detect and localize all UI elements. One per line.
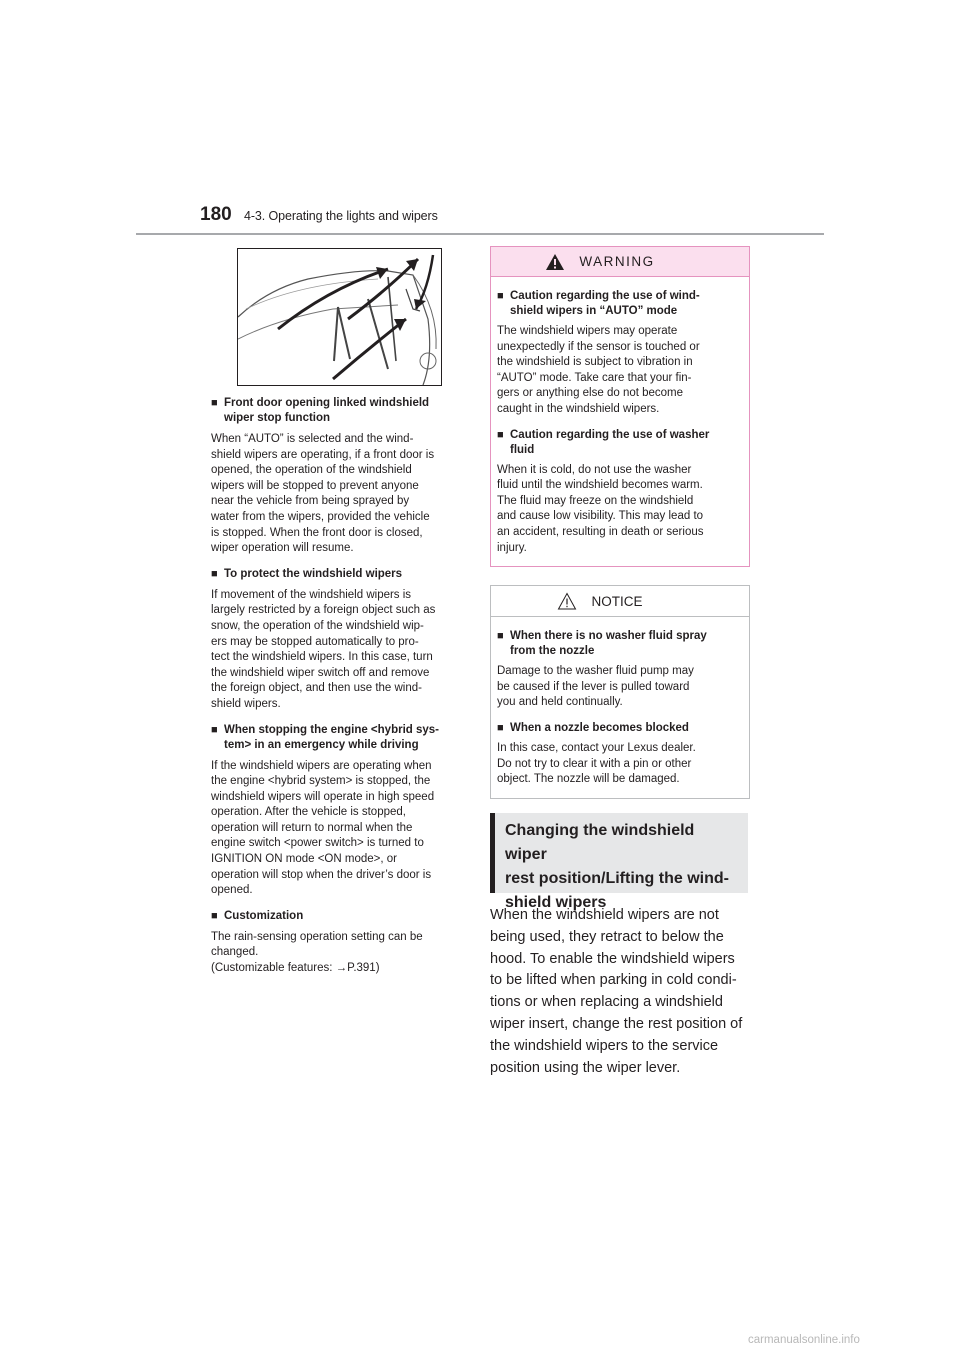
section-heading-title: Changing the windshield wiper rest position/Lifting the wind- shield wipers (505, 821, 729, 911)
windshield-wiper-illustration (237, 248, 442, 386)
section-heading (497, 289, 743, 319)
heading-text: When there is no washer fluid spray from the nozzle (510, 630, 707, 658)
left-section-front-door (211, 396, 471, 557)
heading-text: Front door opening linked windshield wiper stop function (224, 397, 430, 424)
section-body: The windshield wipers may operate unexpectedly if the sensor is touched or the windshield is subject to vibration in “AUTO” mode. Take care that your fin- gers or anything else do not become caught in the windshield wipers. (497, 325, 700, 415)
heading-text: Caution regarding the use of washer fluid (510, 428, 710, 456)
windshield-icon (238, 249, 441, 385)
heading-text: Customization (224, 909, 304, 922)
section-body: Damage to the washer fluid pump may be caused if the lever is pulled toward you and held continually. (497, 665, 694, 709)
square-bullet-icon: ■ (211, 567, 218, 580)
section-body-text: When the windshield wipers are not being used, they retract to below the hood. To enable the windshield wipers to be lifted when parking in cold condi- tions or when replacing a windshield wiper insert, change the rest position of the windshield wipers to the service position using the wiper lever. (490, 906, 743, 1077)
section-heading (497, 721, 743, 736)
warning-box (490, 246, 750, 567)
heading-text: Caution regarding the use of wind- shield wipers in “AUTO” mode (510, 290, 700, 317)
square-bullet-icon: ■ (497, 428, 504, 441)
section-body: If the windshield wipers are operating when the engine <hybrid system> is stopped, the windshield wipers will operate in high speed operation. After the vehicle is stopped, operation will return to normal when the engine switch <power switch> is turned to IGNITION ON mode <ON mode>, or operation will stop when the driver’s door is opened. (211, 759, 435, 897)
notice-header (491, 586, 749, 617)
square-bullet-icon: ■ (497, 290, 504, 302)
section-body: When it is cold, do not use the washer fluid until the windshield becomes warm. The fluid may freeze on the windshield and cause low visibility. This may lead to an accident, resulting in death or serious injury. (497, 463, 704, 554)
heading-text: When a nozzle becomes blocked (510, 721, 689, 734)
square-bullet-icon: ■ (497, 630, 504, 643)
left-column (211, 248, 471, 977)
warning-title: WARNING (579, 254, 655, 269)
warning-item (497, 428, 743, 557)
heading-text: To protect the windshield wipers (224, 567, 403, 580)
notice-item (497, 721, 743, 788)
running-header: 4-3. Operating the lights and wipers (244, 209, 438, 223)
square-bullet-icon: ■ (211, 397, 218, 409)
notice-content (491, 617, 749, 798)
left-section-protect-wipers (211, 567, 471, 713)
square-bullet-icon: ■ (211, 723, 218, 736)
section-heading (211, 396, 471, 426)
section-heading-box (490, 813, 748, 911)
watermark: carmanualsonline.info (748, 1334, 860, 1346)
left-section-emergency-stop (211, 723, 471, 899)
notice-title: NOTICE (591, 593, 643, 609)
left-section-customization (211, 909, 471, 977)
notice-box (490, 585, 750, 799)
square-bullet-icon: ■ (497, 721, 504, 734)
header-rule (136, 233, 824, 235)
section-body: When “AUTO” is selected and the wind- shield wipers are operating, if a front door is opened, the operation of the windshield wipers will be stopped to prevent anyone near the vehicle from being sprayed by water from the wipers, provided the vehicle is stopped. When the front door is closed, wiper operation will resume. (211, 433, 435, 555)
section-heading (211, 909, 471, 924)
right-column (490, 246, 750, 1080)
square-bullet-icon: ■ (211, 909, 218, 922)
section-body: If movement of the windshield wipers is largely restricted by a foreign object such as snow, the operation of the windshield wip- ers may be stopped automatically to pro- tect the windshield wipers. In this case, turn the windshield wiper switch off and remove the foreign object, and then use the wind- shield wipers. (211, 588, 436, 710)
page-number: 180 (200, 204, 232, 225)
warning-item (497, 289, 743, 418)
section-body: The rain-sensing operation setting can be changed. (Customizable features: →P.391) (211, 930, 423, 975)
warning-content (491, 277, 749, 566)
section-heading (497, 428, 743, 458)
section-heading (497, 629, 743, 659)
section-heading (211, 567, 471, 582)
section-body: In this case, contact your Lexus dealer. Do not try to clear it with a pin or other object. The nozzle will be damaged. (497, 741, 696, 786)
warning-triangle-icon (545, 253, 565, 271)
notice-triangle-icon (557, 592, 577, 610)
warning-header (491, 247, 749, 277)
section-heading (211, 723, 471, 753)
heading-text: When stopping the engine <hybrid sys- tem> in an emergency while driving (224, 723, 440, 751)
notice-item (497, 629, 743, 711)
